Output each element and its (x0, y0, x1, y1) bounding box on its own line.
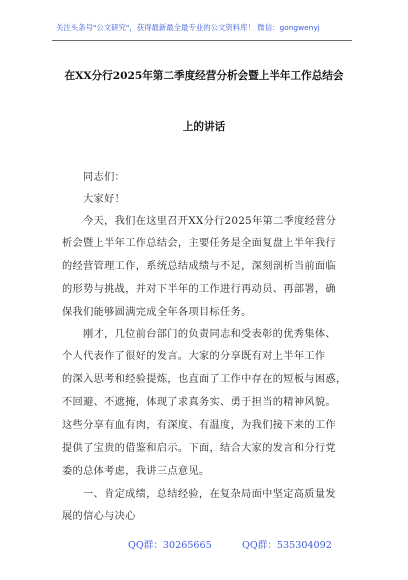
body-paragraph-line: 的深入思考和经验提炼，也直面了工作中存在的短板与困惑， (62, 374, 347, 385)
body-paragraph-line: 今天，我们在这里召开XX分行2025年第二季度经营分 (83, 216, 337, 227)
footer-qq-group-1: QQ群：30265665 (128, 540, 212, 551)
body-paragraph-line: 一、肯定成绩，总结经验，在复杂局面中坚定高质量发 (83, 489, 336, 500)
header-note: 关注头条号"公文研究"，获得最新最全最专业的公文资料库！ 微信：gongwenyj (56, 23, 320, 32)
header-divider (52, 40, 352, 41)
body-paragraph-line: 这些分享有血有肉，有深度、有温度，为我们接下来的工作 (62, 420, 336, 431)
body-paragraph-line: 同志们： (83, 172, 126, 183)
body-paragraph-line: 的形势与挑战，并对下半年的工作进行再动员、再部署，确 (62, 284, 336, 295)
body-paragraph-line: 提供了宝贵的借鉴和启示。下面，结合大家的发言和分行党 (62, 443, 336, 454)
body-paragraph-line: 刚才，几位前台部门的负责同志和受表彰的优秀集体、 (83, 329, 336, 340)
body-paragraph-line: 委的总体考虑，我讲三点意见。 (62, 466, 210, 477)
body-paragraph-line: 析会暨上半年工作总结会，主要任务是全面复盘上半年我行 (62, 238, 336, 249)
body-paragraph-line: 的经营管理工作，系统总结成绩与不足，深刻剖析当前面临 (62, 261, 336, 272)
body-paragraph-line: 保我们能够圆满完成全年各项目标任务。 (62, 307, 252, 318)
footer-qq-group-2: QQ群：535304092 (242, 540, 332, 551)
document-title-line-1: 在XX分行2025年第二季度经营分析会暨上半年工作总结会 (64, 70, 344, 82)
body-paragraph-line: 大家好！ (83, 194, 126, 205)
body-paragraph-line: 个人代表作了很好的发言。大家的分享既有对上半年工作 (62, 351, 326, 362)
document-title-line-2: 上的讲话 (182, 121, 226, 133)
body-paragraph-line: 展的信心与决心 (62, 511, 136, 522)
body-paragraph-line: 不回避、不遮掩，体现了求真务实、勇于担当的精神风貌。 (62, 397, 336, 408)
